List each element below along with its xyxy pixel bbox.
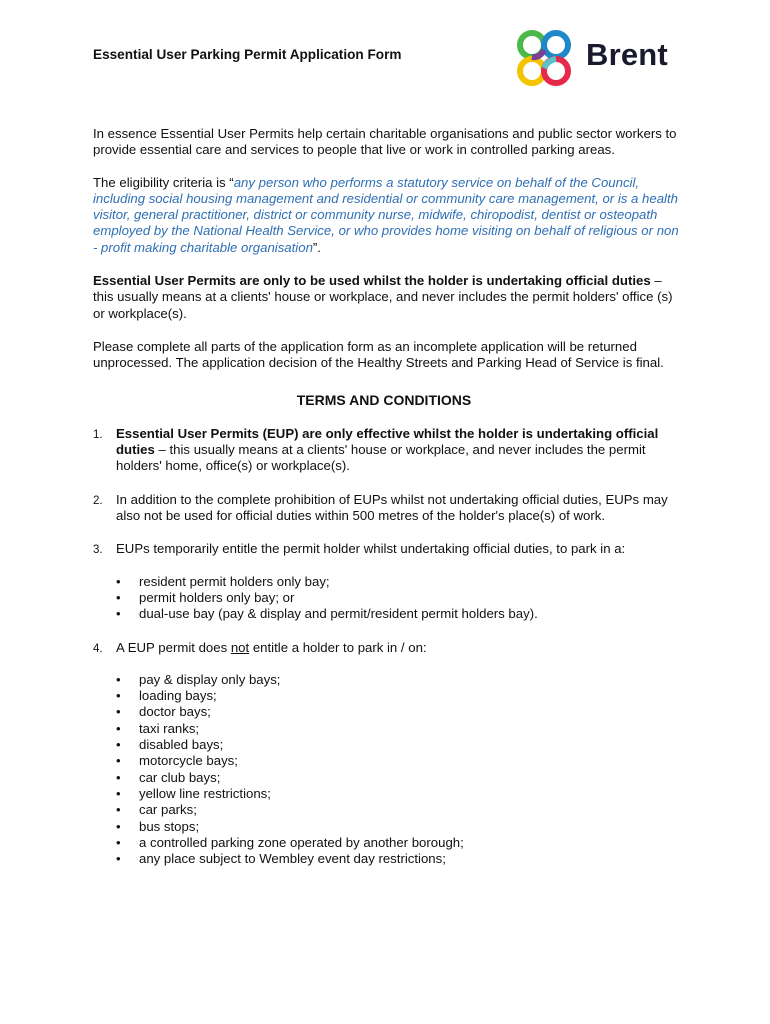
bullet-icon: • [116,785,121,801]
term-3-text: EUPs temporarily entitle the permit holder whilst undertaking official duties, to park in a: [116,541,626,557]
eligibility-lead: The eligibility criteria is “ [93,174,234,190]
list-item-text: resident permit holders only bay; [139,573,330,589]
bullet-icon: • [116,671,121,687]
list-item-text: motorcycle bays; [139,753,238,769]
bullet-icon: • [116,704,121,720]
list-item [116,688,685,704]
list-item-text: a controlled parking zone operated by another borough; [139,834,464,850]
list-item [116,802,685,818]
list-item-text: bus stops; [139,818,200,834]
list-item-text: doctor bays; [139,704,211,720]
complete-form-paragraph: Please complete all parts of the application form as an incomplete application will be returned unprocessed. The application decision of the Healthy Streets and Parking Head of Service is final. [93,338,664,371]
list-item-text: disabled bays; [139,737,224,753]
brent-logo-text: Brent [586,37,668,72]
terms-list [93,426,685,868]
list-item [116,721,685,737]
list-item [116,590,685,606]
document-title: Essential User Parking Permit Application Form [93,47,402,62]
bullet-icon: • [116,573,121,589]
term-2-text: In addition to the complete prohibition of EUPs whilst not undertaking official duties, EUPs may also not be used for official duties within 500 metres of the holder's place(s) of work. [116,491,668,524]
brent-logo-icon [512,28,578,90]
list-item-text: dual-use bay (pay & display and permit/resident permit holders bay). [139,606,538,622]
term-4-underline: not [230,639,250,655]
bullet-icon: • [116,589,121,605]
list-item [116,672,685,688]
term-item-3 [93,541,685,622]
list-item [116,835,685,851]
term-4-bullet-list [116,672,685,868]
term-1-bold: Essential User Permits (EUP) are only effective whilst the holder is undertaking official duties [116,425,659,458]
bullet-icon: • [116,753,121,769]
term-number-2: 2. [93,494,103,507]
bullet-icon: • [116,802,121,818]
list-item [116,574,685,590]
eligibility-paragraph [93,175,685,256]
term-item-2 [93,492,685,525]
bullet-icon: • [116,688,121,704]
intro-paragraph: In essence Essential User Permits help certain charitable organisations and public sector workers to provide essential care and services to people that live or work in controlled parking areas. [93,126,677,158]
bullet-icon: • [116,720,121,736]
term-4-pre: A EUP permit does [116,639,231,655]
list-item [116,851,685,867]
list-item-text: taxi ranks; [139,720,200,736]
brent-logo [512,28,682,90]
term-1-rest: – this usually means at a clients' house or workplace, and never includes the permit holders' home, office(s) or workplace(s). [116,442,646,474]
official-duties-bold: Essential User Permits are only to be used whilst the holder is undertaking official duties [93,273,651,289]
official-duties-paragraph [93,273,685,322]
list-item-text: pay & display only bays; [139,671,281,687]
bullet-icon: • [116,834,121,850]
bullet-icon: • [116,606,121,622]
term-4-post: entitle a holder to park in / on: [249,639,427,655]
bullet-icon: • [116,818,121,834]
term-number-1: 1. [93,428,103,441]
terms-heading: TERMS AND CONDITIONS [296,391,472,408]
list-item-text: car club bays; [139,769,221,785]
eligibility-quote: any person who performs a statutory service on behalf of the Council, including social housing management and residential or community care management, or is a health visitor, general practitioner, district or community nurse, midwife, chiropodist, dentist or osteopath employed by the National Health Service, or who provides home visiting on behalf of religious or non - profit making charitable organisation [93,174,679,255]
term-3-bullet-list [116,574,685,623]
list-item-text: any place subject to Wembley event day restrictions; [139,851,446,867]
list-item [116,819,685,835]
term-number-4: 4. [93,642,103,655]
bullet-icon: • [116,737,121,753]
list-item [116,786,685,802]
list-item [116,704,685,720]
bullet-icon: • [116,769,121,785]
list-item [116,770,685,786]
term-item-4 [93,640,685,868]
list-item [116,737,685,753]
eligibility-tail: ”. [312,239,321,255]
official-duties-rest: – this usually means at a clients' house or workplace, and never includes the permit holders' office (s) or workplace(s). [93,273,673,321]
list-item-text: loading bays; [139,688,217,704]
list-item [116,606,685,622]
bullet-icon: • [116,851,121,867]
term-number-3: 3. [93,544,103,557]
term-item-1 [93,426,685,475]
list-item [116,753,685,769]
document-body [93,126,685,884]
list-item-text: yellow line restrictions; [139,785,271,801]
list-item-text: car parks; [139,802,197,818]
list-item-text: permit holders only bay; or [139,589,295,605]
